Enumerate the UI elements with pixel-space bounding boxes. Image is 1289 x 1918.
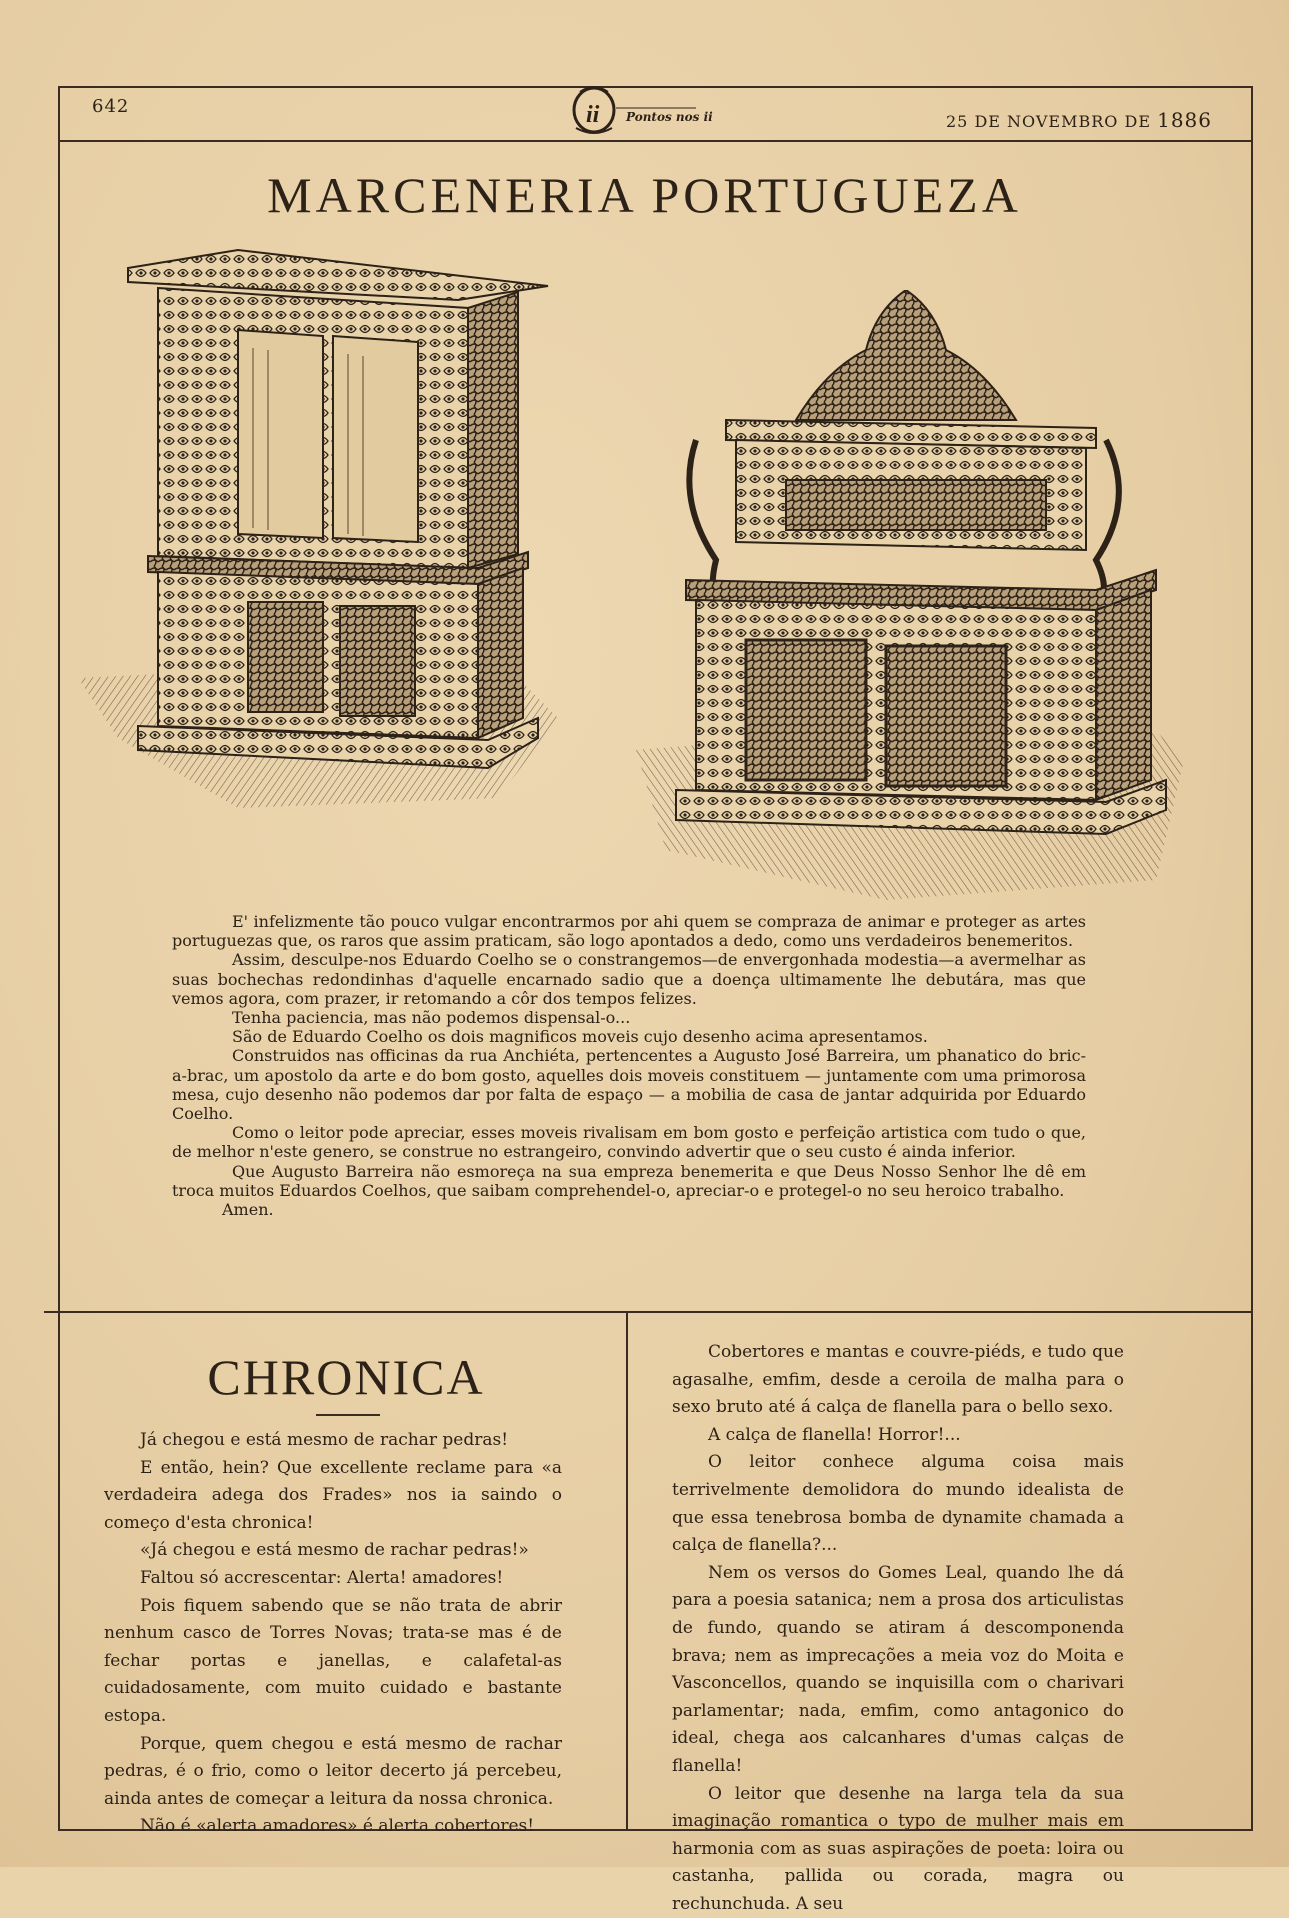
- chronica-paragraph: Não é «alerta amadores» é alerta cobertores!: [104, 1813, 562, 1841]
- issue-date-text: 25 DE NOVEMBRO DE: [946, 112, 1151, 131]
- masthead-logo: [556, 78, 706, 138]
- section-divider: [44, 1311, 1253, 1313]
- chronica-paragraph: «Já chegou e está mesmo de rachar pedras!»: [104, 1537, 562, 1565]
- sideboard-icon: [636, 290, 1184, 902]
- chronica-paragraph: Faltou só accrescentar: Alerta! amadores!: [104, 1565, 562, 1593]
- cabinet-icon: [78, 238, 568, 816]
- chronica-left-column: [104, 1427, 562, 1841]
- article-paragraph: Que Augusto Barreira não esmoreça na sua empreza benemerita e que Deus Nosso Senhor lhe dê em troca muitos Eduardos Coelhos, que saibam comprehendel-o, apreciar-o e protegel-o no seu heroico trabalho.: [172, 1162, 1086, 1200]
- page-number: 642: [92, 96, 129, 117]
- article-paragraph: Tenha paciencia, mas não podemos dispensal-o...: [172, 1008, 1086, 1027]
- article-paragraph: Construidos nas officinas da rua Anchiéta, pertencentes a Augusto José Barreira, um phanatico do bric-a-brac, um apostolo da arte e do bom gosto, aquelles dois moveis constituem — juntamente com uma primorosa mesa, cujo desenho não podemos dar por falta de espaço — a mobilia de casa de jantar adquirida por Eduardo Coelho.: [172, 1046, 1086, 1123]
- article-body: [172, 912, 1086, 1219]
- svg-text:ii: ii: [586, 102, 600, 128]
- header-rule: [58, 140, 1253, 142]
- article-title: MARCENERIA PORTUGUEZA: [0, 166, 1289, 224]
- chronica-paragraph: Já chegou e está mesmo de rachar pedras!: [104, 1427, 562, 1455]
- article-paragraph: Como o leitor pode apreciar, esses moveis rivalisam em bom gosto e perfeição artistica com tudo o que, de melhor n'este genero, se construe no estrangeiro, convindo advertir que o seu custo é ainda inferior.: [172, 1123, 1086, 1161]
- article-closing: Amen.: [172, 1200, 1086, 1219]
- chronica-paragraph: O leitor conhece alguma coisa mais terrivelmente demolidora do mundo idealista de que essa tenebrosa bomba de dynamite chamada a calça de flanella?...: [672, 1449, 1124, 1559]
- article-paragraph: E' infelizmente tão pouco vulgar encontrarmos por ahi quem se compraza de animar e proteger as artes portuguezas que, os raros que assim praticam, são logo apontados a dedo, como uns verdadeiros benemeritos.: [172, 912, 1086, 950]
- chronica-right-column: [672, 1339, 1124, 1918]
- column-divider: [626, 1312, 628, 1830]
- issue-date: [946, 108, 1212, 132]
- chronica-paragraph: Pois fiquem sabendo que se não trata de abrir nenhum casco de Torres Novas; trata-se mas é de fechar portas e janellas, e calafetal-as cuidadosamente, com muito cuidado e bastante estopa.: [104, 1593, 562, 1731]
- masthead-title: Pontos nos ii: [626, 110, 713, 124]
- chronica-paragraph: Cobertores e mantas e couvre-piéds, e tudo que agasalhe, emfim, desde a ceroila de malha para o sexo bruto até á calça de flanella para o bello sexo.: [672, 1339, 1124, 1422]
- chronica-paragraph: Nem os versos do Gomes Leal, quando lhe dá para a poesia satanica; nem a prosa dos articulistas de fundo, quando se atiram á descomponenda brava; nem as imprecações a meia voz do Moita e Vasconcellos, quando se inquisilla com o charivari parlamentar; nada, emfim, como antagonico do ideal, chega aos calcanhares d'umas calças de flanella!: [672, 1560, 1124, 1781]
- article-paragraph: São de Eduardo Coelho os dois magnificos moveis cujo desenho acima apresentamos.: [172, 1027, 1086, 1046]
- chronica-paragraph: A calça de flanella! Horror!...: [672, 1422, 1124, 1450]
- chronica-paragraph: E então, hein? Que excellente reclame para «a verdadeira adega dos Frades» nos ia saindo o começo d'esta chronica!: [104, 1455, 562, 1538]
- chronica-paragraph: Porque, quem chegou e está mesmo de rachar pedras, é o frio, como o leitor decerto já percebeu, ainda antes de começar a leitura da nossa chronica.: [104, 1731, 562, 1814]
- issue-year: 1886: [1157, 108, 1212, 132]
- chronica-paragraph: O leitor que desenhe na larga tela da sua imaginação romantica o typo de mulher mais em harmonia com as suas aspirações de poeta: loira ou castanha, pallida ou corada, magra ou rechunchuda. A seu: [672, 1781, 1124, 1918]
- title-underline: [316, 1414, 380, 1416]
- chronica-title: CHRONICA: [190, 1348, 502, 1406]
- article-paragraph: Assim, desculpe-nos Eduardo Coelho se o constrangemos—de envergonhada modestia—a avermelhar as suas bochechas redondinhas d'aquelle encarnado sadio que a doença ultimamente lhe debutára, mas que vemos agora, com prazer, ir retomando a côr dos tempos felizes.: [172, 950, 1086, 1008]
